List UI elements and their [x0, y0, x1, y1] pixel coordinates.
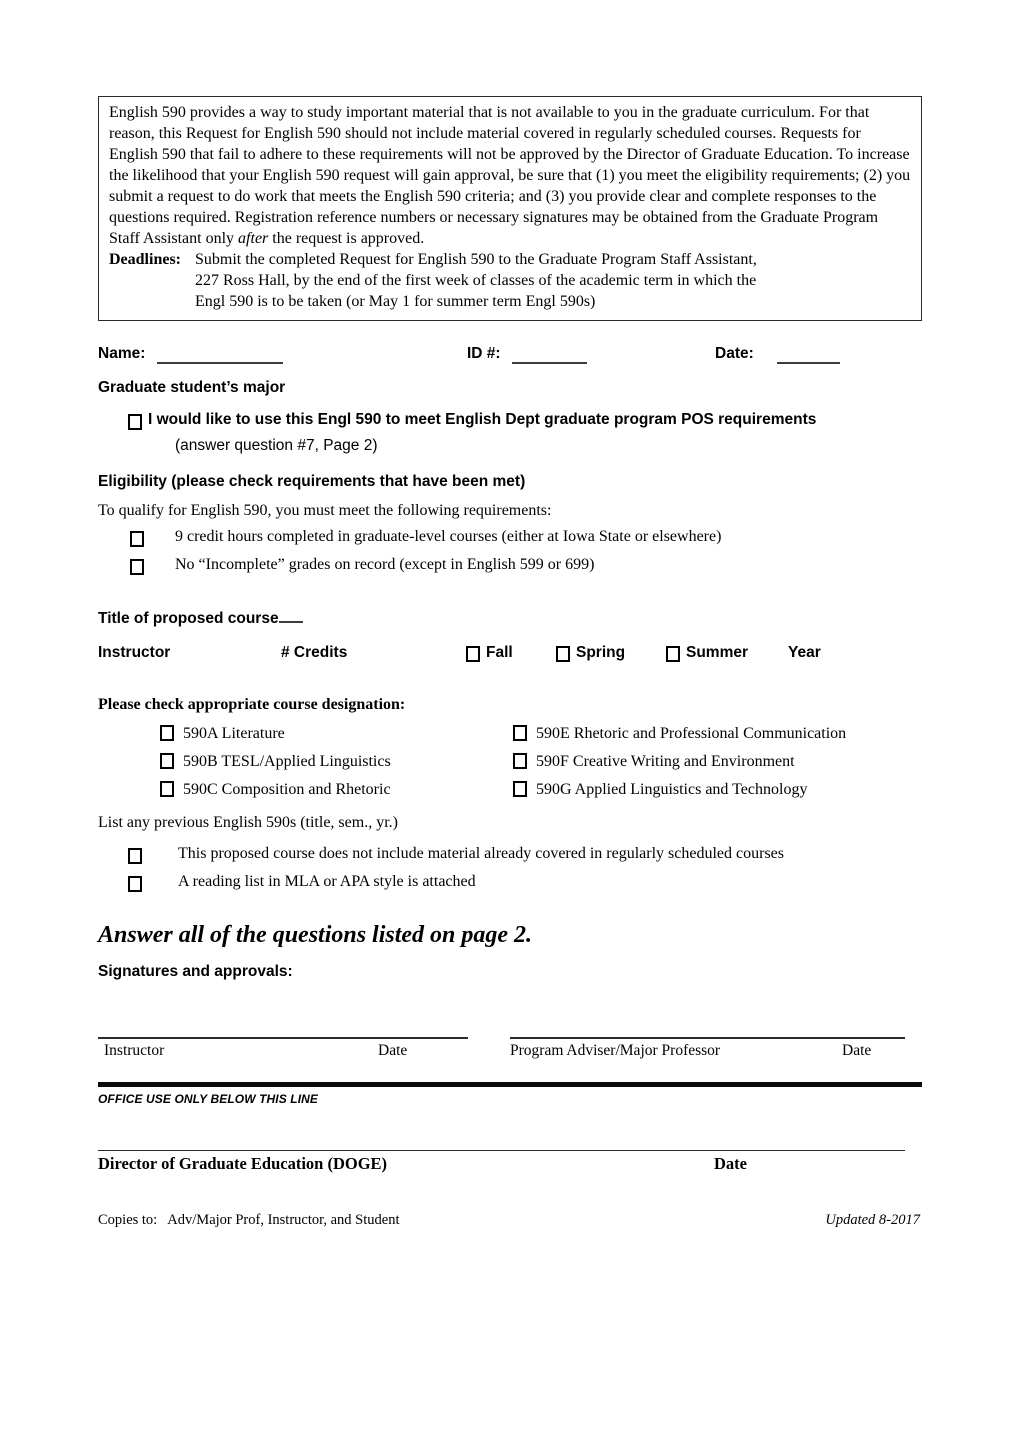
designation-option — [160, 753, 391, 771]
designation-row — [98, 753, 922, 776]
designation-option — [513, 781, 807, 799]
designation-row — [98, 781, 922, 804]
deadlines-label: Deadlines: — [109, 251, 185, 268]
designation-heading: Please check appropriate course designation: — [98, 696, 406, 713]
course-title-label: Title of proposed course — [98, 610, 279, 627]
pos-checkbox-sublabel: (answer question #7, Page 2) — [175, 437, 378, 454]
attestation-item — [98, 873, 922, 895]
eligibility-heading: Eligibility (please check requirements that have been met) — [98, 473, 526, 490]
deadlines-line-3: Engl 590 is to be taken (or May 1 for summer term Engl 590s) — [195, 293, 596, 310]
doge-label: Director of Graduate Education (DOGE) — [98, 1154, 388, 1173]
designation-checkbox-590g[interactable] — [513, 781, 527, 797]
term-spring — [556, 644, 625, 662]
attestation-label: This proposed course does not include material already covered in regularly scheduled courses — [178, 845, 785, 862]
fall-label: Fall — [486, 644, 513, 661]
adviser-date-label: Date — [842, 1042, 872, 1059]
attestation-item — [98, 845, 922, 867]
pos-checkbox-label: I would like to use this Engl 590 to meet English Dept graduate program POS requirements — [148, 411, 817, 428]
instructor-label: Instructor — [98, 644, 171, 661]
date-input-line[interactable] — [777, 345, 840, 364]
copies-to-label: Copies to: — [98, 1212, 168, 1228]
id-input-line[interactable] — [512, 345, 587, 364]
identity-row — [98, 345, 922, 367]
attestation-checkbox-reading-list[interactable] — [128, 876, 142, 892]
doge-signature-line[interactable] — [98, 1150, 905, 1151]
deadlines-line-2: 227 Ross Hall, by the end of the first week of classes of the academic term in which the — [195, 272, 757, 289]
designation-checkbox-590f[interactable] — [513, 753, 527, 769]
major-heading: Graduate student’s major — [98, 379, 286, 396]
attestation-checkbox-no-overlap[interactable] — [128, 848, 142, 864]
designation-row — [98, 725, 922, 748]
adviser-signature-label: Program Adviser/Major Professor — [510, 1042, 721, 1059]
attestation-label: A reading list in MLA or APA style is attached — [178, 873, 476, 890]
doge-signature-row — [98, 1150, 922, 1151]
designation-checkbox-590a[interactable] — [160, 725, 174, 741]
pos-checkbox[interactable] — [128, 414, 142, 430]
designation-option — [513, 725, 846, 743]
designation-label: 590E Rhetoric and Professional Communication — [536, 725, 847, 742]
eligibility-checkbox-credit-hours[interactable] — [130, 531, 144, 547]
designation-label: 590C Composition and Rhetoric — [183, 781, 391, 798]
office-use-divider — [98, 1082, 922, 1087]
designation-option — [513, 753, 795, 771]
intro-italic-word: after — [238, 230, 269, 247]
signature-labels — [98, 1042, 922, 1062]
fall-checkbox[interactable] — [466, 646, 480, 662]
designation-checkbox-590b[interactable] — [160, 753, 174, 769]
designation-checkbox-590c[interactable] — [160, 781, 174, 797]
signatures-heading: Signatures and approvals: — [98, 963, 293, 980]
course-title-input-line[interactable] — [279, 606, 303, 623]
eligibility-item — [98, 528, 922, 550]
doge-date-label: Date — [714, 1154, 747, 1173]
summer-checkbox[interactable] — [666, 646, 680, 662]
deadlines-block — [109, 249, 911, 312]
designation-option — [160, 725, 285, 743]
answer-questions-heading: Answer all of the questions listed on page 2. — [98, 922, 533, 948]
designation-label: 590A Literature — [183, 725, 285, 742]
term-summer — [666, 644, 748, 662]
id-label: ID #: — [467, 345, 501, 362]
designation-label: 590F Creative Writing and Environment — [536, 753, 795, 770]
course-details-row — [98, 644, 922, 670]
eligibility-item — [98, 556, 922, 578]
instructor-signature-label: Instructor — [104, 1042, 165, 1059]
eligibility-item-label: 9 credit hours completed in graduate-level courses (either at Iowa State or elsewhere) — [175, 528, 722, 545]
course-title-row — [98, 606, 922, 628]
designation-option — [160, 781, 391, 799]
designation-grid — [98, 725, 922, 804]
summer-label: Summer — [686, 644, 749, 661]
intro-text-before: English 590 provides a way to study important material that is not available to you in the graduate curriculum. For that reason, this Request for English 590 should not include material covered in regularly scheduled courses. Requests for English 590 that fail to adhere to these requirements will not be approved by the Director of Graduate Education. To increase the likelihood that your English 590 request will gain approval, be sure that (1) you meet the eligibility requirements; (2) you submit a request to do work that meets the English 590 criteria; and (3) you provide clear and complete responses to the questions required. Registration reference numbers or necessary signatures may be obtained from the Graduate Program Staff Assistant only — [109, 104, 911, 247]
eligibility-checkbox-no-incomplete[interactable] — [130, 559, 144, 575]
intro-paragraph — [109, 102, 911, 249]
deadlines-line-1: Submit the completed Request for English 590 to the Graduate Program Staff Assistant, — [195, 251, 757, 268]
intro-instructions-box — [98, 96, 922, 321]
pos-requirement-row — [98, 411, 922, 433]
name-label: Name: — [98, 345, 146, 362]
copies-to-value: Adv/Major Prof, Instructor, and Student — [167, 1212, 400, 1228]
instructor-signature-line[interactable] — [98, 1037, 468, 1039]
previous-590s-label: List any previous English 590s (title, sem., yr.) — [98, 814, 398, 831]
name-input-line[interactable] — [157, 345, 283, 364]
designation-label: 590G Applied Linguistics and Technology — [536, 781, 808, 798]
eligibility-item-label: No “Incomplete” grades on record (except in English 599 or 699) — [175, 556, 595, 573]
updated-note: Updated 8-2017 — [825, 1212, 920, 1228]
designation-checkbox-590e[interactable] — [513, 725, 527, 741]
spring-checkbox[interactable] — [556, 646, 570, 662]
credits-label: # Credits — [281, 644, 348, 661]
instructor-date-label: Date — [378, 1042, 408, 1059]
term-fall — [466, 644, 513, 662]
doge-labels — [98, 1154, 922, 1176]
office-use-note: OFFICE USE ONLY BELOW THIS LINE — [98, 1092, 318, 1106]
spring-label: Spring — [576, 644, 626, 661]
eligibility-intro: To qualify for English 590, you must meet the following requirements: — [98, 502, 552, 519]
designation-label: 590B TESL/Applied Linguistics — [183, 753, 391, 770]
intro-text-after: the request is approved. — [268, 230, 425, 247]
signature-lines — [98, 1037, 922, 1039]
adviser-signature-line[interactable] — [510, 1037, 905, 1039]
footer — [98, 1212, 922, 1232]
date-label: Date: — [715, 345, 754, 362]
year-label: Year — [788, 644, 821, 661]
